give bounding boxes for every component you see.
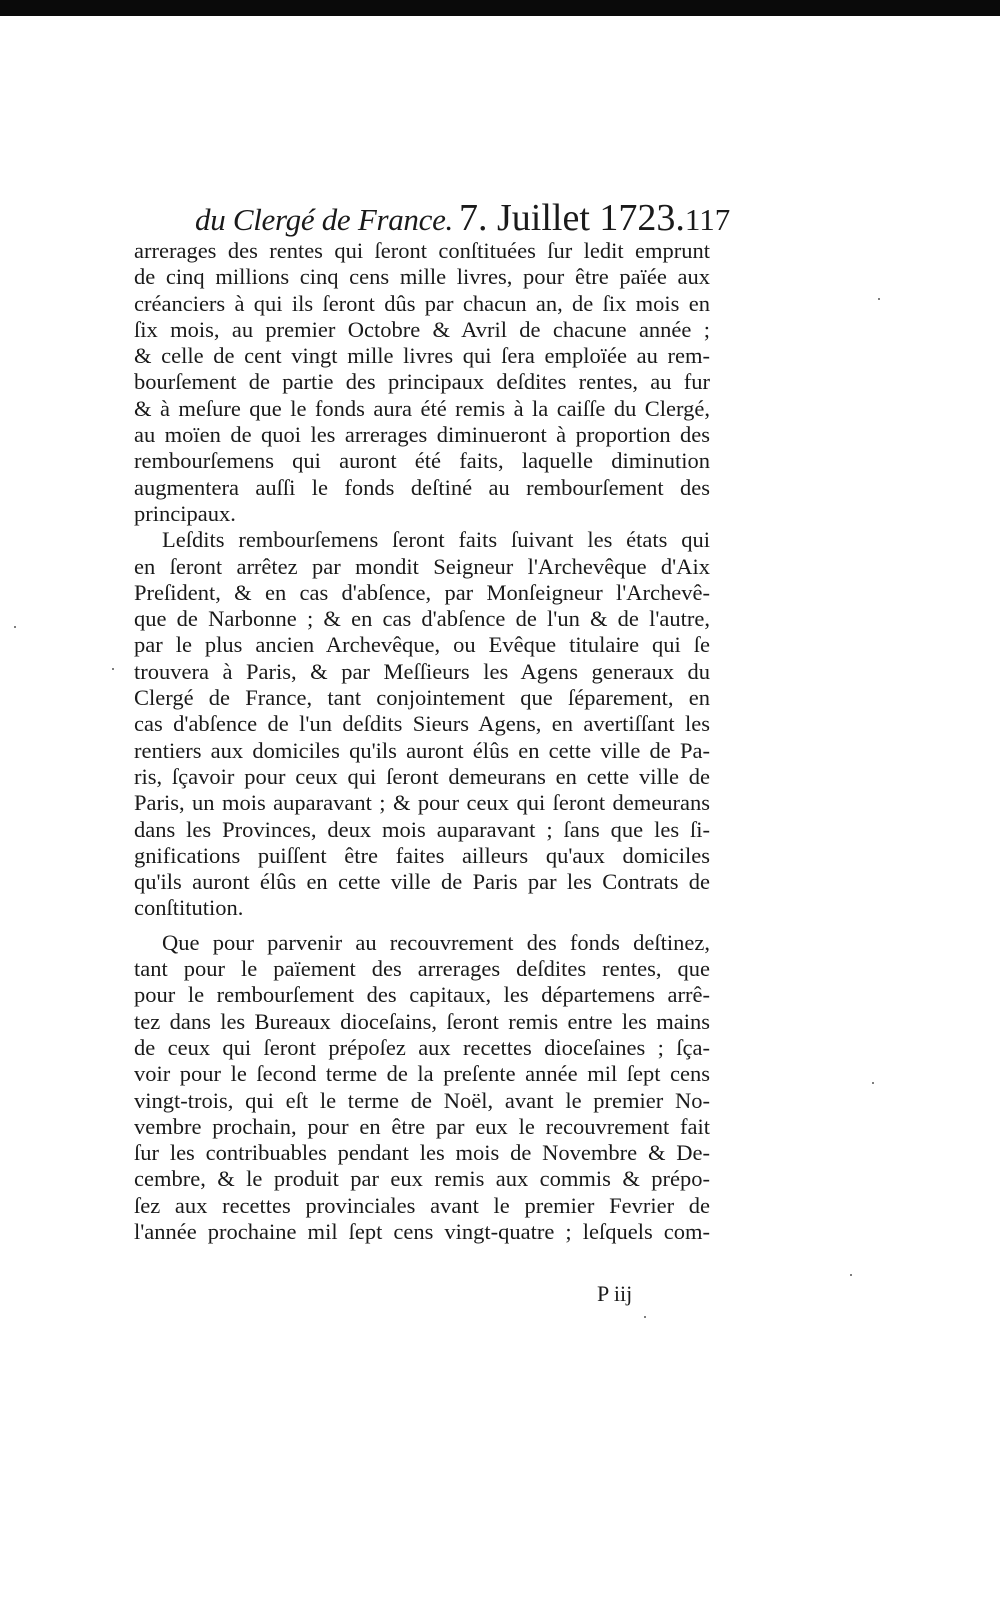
paragraph-3 [134,930,710,1246]
paper-speck [878,298,880,300]
text-line: cas d'abſence de l'un deſdits Sieurs Agens, en avertiſſant les [134,711,710,737]
text-line: créanciers à qui ils ſeront dûs par chacun an, de ſix mois en [134,290,710,316]
text-line: rembourſemens qui auront été faits, laquelle diminution [134,448,710,474]
signature-mark: P iij [597,1281,633,1306]
text-line: bourſement de partie des principaux deſdites rentes, au fur [134,369,710,395]
text-line: principaux. [134,500,236,526]
paper-speck [872,1082,874,1084]
text-line: pour le rembourſement des capitaux, les départemens arrê- [134,982,710,1008]
body-text [134,238,710,1245]
text-line: au moïen de quoi les arrerages diminueront à proportion des [134,422,710,448]
text-line: l'année prochaine mil ſept cens vingt-quatre ; leſquels com- [134,1218,710,1244]
text-line: ſez aux recettes provinciales avant le premier Fevrier de [134,1192,710,1218]
paper-speck [14,626,16,628]
text-line: trouvera à Paris, & par Meſſieurs les Agens generaux du [134,658,710,684]
paper-speck [112,668,114,670]
text-line: & celle de cent vingt mille livres qui ſera emploïée au rem- [134,343,710,369]
page-number: 117 [684,202,731,237]
text-line: par le plus ancien Archevêque, ou Evêque titulaire qui ſe [134,632,710,658]
text-line: dans les Provinces, deux mois auparavant ; ſans que les ſi- [134,816,710,842]
paragraph-1 [134,238,710,527]
scan-top-edge [0,0,1000,16]
paragraph-gap [134,922,710,930]
text-line: en ſeront arrêtez par mondit Seigneur l'Archevêque d'Aix [134,553,710,579]
text-line: gnifications puiſſent être faites ailleurs qu'aux domiciles [134,842,710,868]
text-line: Preſident, & en cas d'abſence, par Monſeigneur l'Archevê- [134,579,710,605]
text-line: de ceux qui ſeront prépoſez aux recettes dioceſaines ; ſça- [134,1034,710,1060]
text-line: augmentera auſſi le fonds deſtiné au rembourſement des [134,474,710,500]
text-line: vingt-trois, qui eſt le terme de Noël, avant le premier No- [134,1087,710,1113]
running-head-title: du Clergé de France. [195,202,453,237]
paragraph-2 [134,527,710,921]
text-line: Clergé de France, tant conjointement que ſéparement, en [134,685,710,711]
text-line: cembre, & le produit par eux remis aux commis & prépo- [134,1166,710,1192]
text-line: Leſdits rembourſemens ſeront faits ſuivant les états qui [162,527,710,553]
running-head [195,196,731,242]
text-line: que de Narbonne ; & en cas d'abſence de l'un & de l'autre, [134,606,710,632]
text-line: ſur les contribuables pendant les mois de Novembre & De- [134,1140,710,1166]
text-line: vembre prochain, pour en être par eux le recouvrement fait [134,1113,710,1139]
text-line: tant pour le païement des arrerages deſdites rentes, que [134,956,710,982]
text-line: arrerages des rentes qui ſeront conſtituées ſur ledit emprunt [134,238,710,263]
text-line: qu'ils auront élûs en cette ville de Paris par les Contrats de [134,869,710,895]
running-head-date: 7. Juillet 1723. [459,197,685,239]
text-line: conſtitution. [134,895,244,921]
text-line: rentiers aux domiciles qu'ils auront élûs en cette ville de Pa- [134,737,710,763]
text-line: ſix mois, au premier Octobre & Avril de chacune année ; [134,316,710,342]
text-line: Que pour parvenir au recouvrement des fonds deſtinez, [162,929,710,955]
text-line: de cinq millions cinq cens mille livres, pour être païée aux [134,264,710,290]
text-line: & à meſure que le fonds aura été remis à la caiſſe du Clergé, [134,395,710,421]
paper-speck [850,1274,852,1276]
text-line: Paris, un mois auparavant ; & pour ceux qui ſeront demeurans [134,790,710,816]
paper-speck [644,1316,646,1318]
text-line: voir pour le ſecond terme de la preſente année mil ſept cens [134,1061,710,1087]
text-line: tez dans les Bureaux dioceſains, ſeront remis entre les mains [134,1008,710,1034]
text-line: ris, ſçavoir pour ceux qui ſeront demeurans en cette ville de [134,763,710,789]
